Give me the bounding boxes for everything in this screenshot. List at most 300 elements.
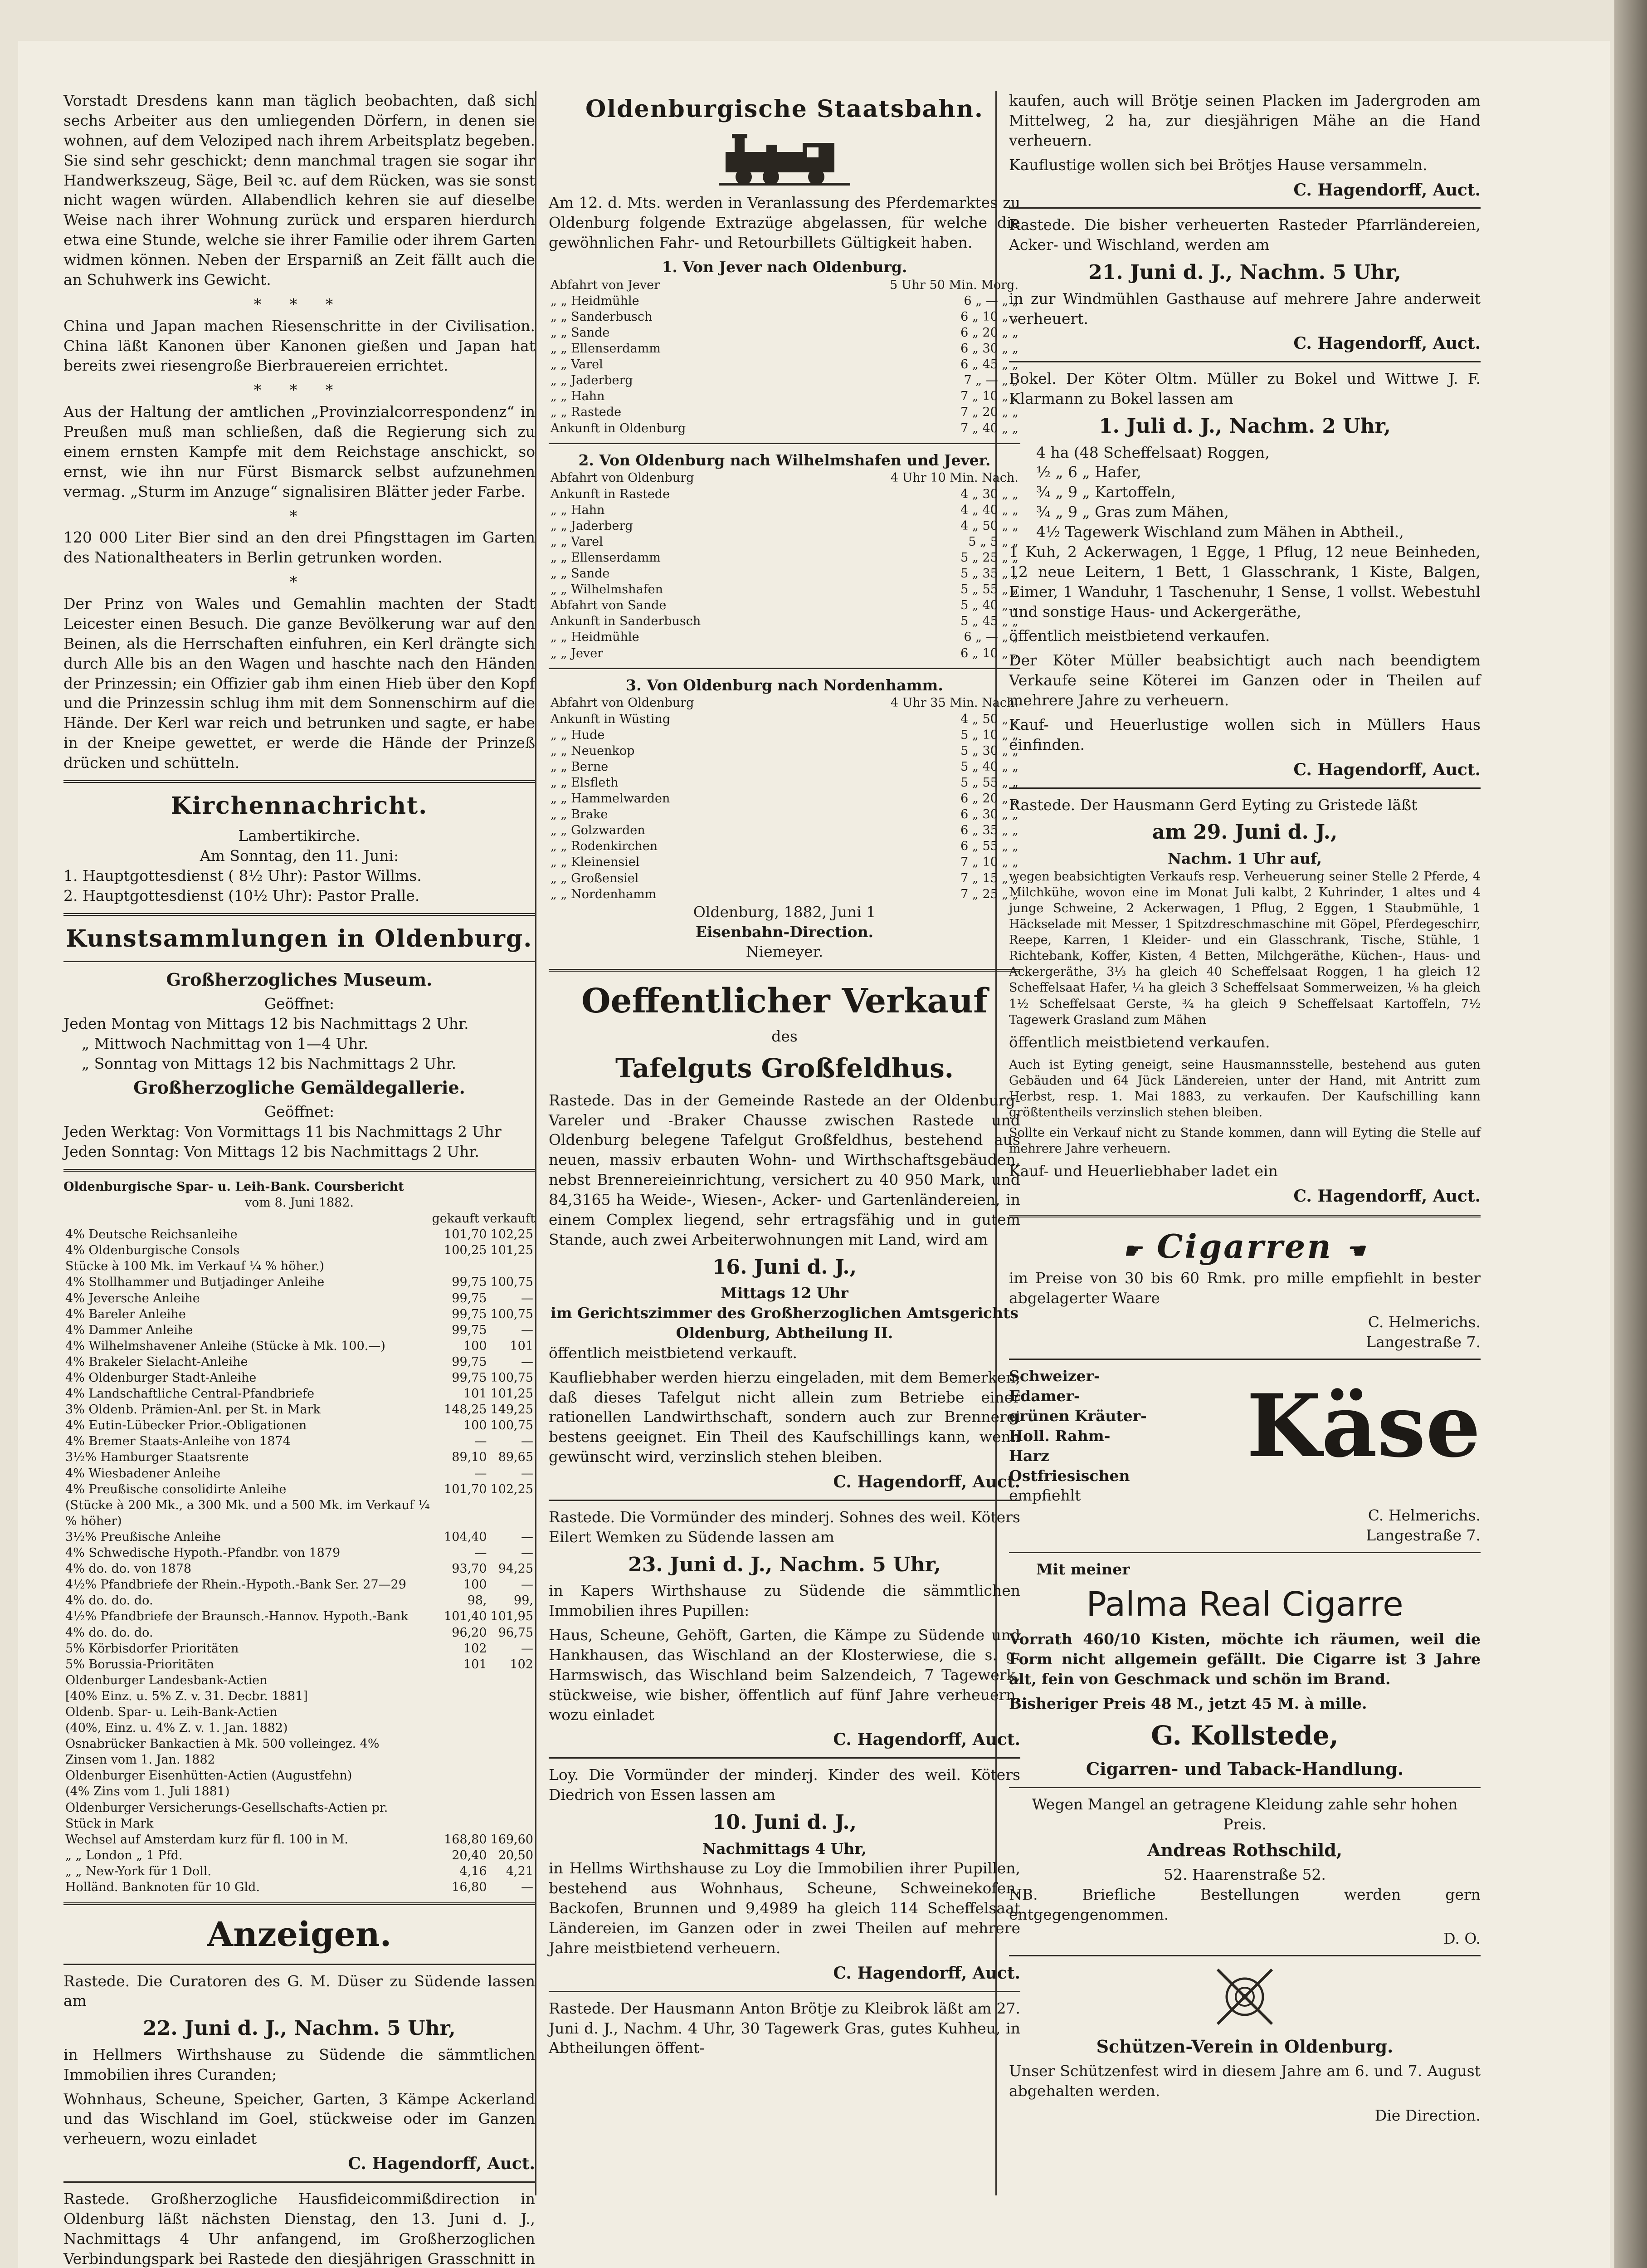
ad-broetje-signature: C. Hagendorff, Auct. — [1293, 180, 1481, 200]
table-cell-label: „ „ Sanderbusch — [551, 309, 653, 324]
divider — [63, 1169, 535, 1172]
divider — [1009, 1787, 1481, 1788]
table-cell-value: 7 „ 10 „ „ — [960, 855, 1018, 870]
timetable-row — [549, 293, 1020, 309]
ad-pfarr-date: 21. Juni d. J., Nachm. 5 Uhr, — [1088, 261, 1401, 284]
timetable-row — [549, 629, 1020, 645]
timetable-row — [549, 645, 1020, 661]
kaese-title: Käse — [1246, 1375, 1481, 1476]
table-cell-label: „ „ Wilhelmshafen — [551, 582, 663, 597]
ad-bokel-list — [1009, 443, 1481, 542]
church-name: Lambertikirche. — [238, 827, 361, 845]
bank-row — [63, 1418, 535, 1433]
table-cell-label: „ „ Großensiel — [551, 871, 639, 885]
ad-bokel-signature: C. Hagendorff, Auct. — [1293, 760, 1481, 779]
public-sale-title: Oeffentlicher Verkauf — [581, 982, 988, 1021]
public-sale-date: 16. Juni d. J., — [712, 1255, 857, 1279]
table-cell-value: 94,25 — [498, 1562, 533, 1576]
bank-row — [63, 1720, 535, 1736]
table-cell-value — [442, 1704, 488, 1720]
table-cell-label: Abfahrt von Jever — [551, 278, 660, 292]
timetable-row — [549, 695, 1020, 711]
table-cell-value: — — [521, 1546, 533, 1560]
bank-row — [63, 1258, 535, 1274]
bank-row — [63, 1386, 535, 1402]
public-sale-subtitle: Tafelguts Großfeldhus. — [615, 1052, 954, 1084]
bank-row — [63, 1497, 535, 1529]
table-cell-label: 4% Dammer Anleihe — [65, 1323, 193, 1337]
timetable-row — [549, 759, 1020, 775]
list-item: ¾ „ 9 „ Gras zum Mähen, — [1036, 503, 1229, 521]
table-cell-value — [489, 1720, 535, 1736]
table-cell-label: 4% do. do. von 1878 — [65, 1562, 192, 1576]
table-cell-value: 7 „ 25 „ „ — [960, 887, 1018, 901]
table-cell-label: 5% Körbisdorfer Prioritäten — [65, 1641, 239, 1656]
table-cell-label: „ „ Ellenserdamm — [551, 342, 661, 356]
table-cell-value — [489, 1816, 535, 1832]
list-item: 4 ha (48 Scheffelsaat) Roggen, — [1036, 443, 1270, 461]
table-cell-value: 7 „ 40 „ „ — [960, 421, 1018, 435]
divider — [63, 2181, 535, 2183]
public-sale-text-2: öffentlich meistbietend verkauft. — [549, 1344, 797, 1362]
table-cell-value: 99,75 — [452, 1275, 487, 1290]
kollstede-sub: Cigarren- und Taback-Handlung. — [1086, 1758, 1404, 1779]
table-cell-value: 6 „ 10 „ „ — [960, 309, 1018, 324]
timetable-row — [549, 277, 1020, 293]
table-cell-value: 100,75 — [490, 1371, 533, 1385]
article-velociped: Vorstadt Dresdens kann man täglich beobachten, daß sich sechs Arbeiter aus den umliegenden Dörfern, in denen sie wohnen, auf dem Veloziped nach ihrem Arbeitsplatz begeben. Sie sind sehr geschickt; denn manchmal tragen sie sogar ihr Handwerkszeug, Säge, Beil ꝛc. auf dem Rücken, was sie sonst nicht wagen würden. Allabendlich kehren sie auf dieselbe Weise nach ihrer Wohnung zurück und ersparen hierdurch etwa eine Stunde, welche sie ihrer Familie oder ihrem Garten widmen können. Neben der Ersparniß an Zeit fällt auch die an Schuhwerk ins Gewicht. — [63, 92, 535, 288]
bank-row — [63, 1736, 535, 1752]
timetable-row — [549, 711, 1020, 727]
divider — [63, 1964, 535, 1965]
table-cell-label: 4% Preußische consolidirte Anleihe — [65, 1482, 287, 1496]
table-cell-value: — — [521, 1530, 533, 1544]
table-cell-label: „ „ Varel — [551, 534, 603, 549]
divider — [549, 969, 1020, 972]
column-2 — [549, 91, 1020, 2063]
ad-wemken-intro: Rastede. Die Vormünder des minderj. Sohnes des weil. Köters Eilert Wemken zu Südende lassen am — [549, 1508, 1020, 1546]
table-cell-label: „ „ Brake — [551, 807, 608, 822]
table-cell-value: 5 „ 5 „ „ — [968, 534, 1018, 549]
table-cell-value: — — [521, 1880, 533, 1894]
separator-star: * — [289, 507, 309, 525]
table-cell-value: — — [474, 1466, 487, 1481]
palma-title: Palma Real Cigarre — [1086, 1584, 1403, 1624]
table-cell-value: 99,75 — [452, 1371, 487, 1385]
table-cell-label: 4% Oldenburger Stadt-Anleihe — [65, 1371, 257, 1385]
table-cell-label: „ „ Rastede — [551, 405, 622, 420]
table-cell-label: Oldenburger Eisenhütten-Actien (Augustfehn) — [65, 1769, 352, 1783]
ad-pfarr-signature: C. Hagendorff, Auct. — [1293, 334, 1481, 353]
separator-stars: * * * — [253, 381, 345, 399]
bank-row — [63, 1848, 535, 1863]
bank-row — [63, 1688, 535, 1704]
table-cell-label: „ „ Hammelwarden — [551, 792, 670, 806]
divider — [1009, 1359, 1481, 1360]
timetable-row — [549, 566, 1020, 582]
railway-title: Oldenburgische Staatsbahn. — [585, 95, 984, 123]
table-cell-value: 4 Uhr 35 Min. Nach. — [891, 696, 1018, 710]
table-cell-value: 99,75 — [452, 1307, 487, 1321]
cigarren-banner — [1009, 1225, 1481, 1268]
table-cell-value: 100,75 — [490, 1275, 533, 1290]
table-cell-value: 169,60 — [490, 1832, 533, 1847]
table-cell-value: 6 „ 10 „ „ — [960, 646, 1018, 660]
article-prinz-wales: Der Prinz von Wales und Gemahlin machten der Stadt Leicester einen Besuch. Die ganze Bevölkerung war auf den Beinen, als die Herrschaften einfuhren, ein Kerl drängte sich durch Alle bis an den Wagen und haschte nach den Händen der Prinzessin; ein Offizier gab ihm einen Hieb über den Kopf und die Prinzessin schlug ihm mit dem Sonnenschirm auf die Hände. Der Kerl war reich und betrunken und sagte, er habe in der Kneipe gewettet, er werde die Hände der Prinzeß drücken und schütteln. — [63, 595, 535, 772]
timetable-row — [549, 341, 1020, 357]
table-cell-value — [442, 1258, 488, 1274]
table-cell-value: 102 — [510, 1657, 533, 1672]
ad-eyting-text-3: Sollte ein Verkauf nicht zu Stande kommen, dann will Eyting die Stelle auf mehrere Jahre verheuern. — [1009, 1125, 1481, 1156]
table-cell-label: 4% Brakeler Sielacht-Anleihe — [65, 1354, 248, 1369]
shooting-club-sig: Die Direction. — [1374, 2106, 1481, 2124]
table-cell-value: 101,25 — [490, 1243, 533, 1258]
table-cell-label: 4% Wiesbadener Anleihe — [65, 1466, 221, 1481]
divider — [1009, 1215, 1481, 1217]
table-cell-value: — — [521, 1578, 533, 1592]
separator-stars: * * * — [253, 295, 345, 313]
table-cell-label: 4% Schwedische Hypoth.-Pfandbr. von 1879 — [65, 1546, 341, 1560]
bank-row — [63, 1768, 535, 1784]
list-item: ½ „ 6 „ Hafer, — [1036, 463, 1141, 481]
bank-report-title: Oldenburgische Spar- u. Leih-Bank. Coursbericht — [63, 1179, 404, 1194]
table-cell-value: 7 „ 20 „ „ — [960, 405, 1018, 420]
table-cell-label: Oldenburger Versicherungs-Gesellschafts-Actien pr. — [65, 1800, 388, 1815]
table-cell-value: 5 „ 55 „ „ — [960, 582, 1018, 597]
table-cell-value — [489, 1704, 535, 1720]
ad-essen-text: in Hellms Wirthshause zu Loy die Immobilien ihrer Pupillen, bestehend aus Wohnhaus, Scheune, Schweinekofen, Backofen, Brunnen und 9,4989 ha gleich 114 Scheffelsaat Ländereien, im Ganzen oder in zwei Theilen auf mehrere Jahre meistbietend verheuern. — [549, 1859, 1020, 1957]
table-cell-value: 6 „ 55 „ „ — [960, 839, 1018, 854]
bank-row — [63, 1370, 535, 1386]
table-cell-label: Ankunft in Rastede — [551, 487, 670, 501]
table-cell-label: „ „ Jaderberg — [551, 373, 633, 388]
table-cell-value: — — [521, 1434, 533, 1449]
table-cell-value — [489, 1497, 535, 1529]
pointing-hand-left-icon: ☚ — [1345, 1238, 1367, 1263]
gallery-open-label: Geöffnet: — [264, 1103, 335, 1121]
table-cell-value: 6 „ 30 „ „ — [960, 807, 1018, 822]
rothschild-name: Andreas Rothschild, — [1147, 1840, 1343, 1861]
divider — [1009, 1955, 1481, 1956]
table-cell-label: „ „ London „ 1 Pfd. — [65, 1848, 183, 1862]
table-cell-value — [442, 1816, 488, 1832]
bank-row — [63, 1561, 535, 1577]
church-news-title: Kirchennachricht. — [171, 792, 428, 820]
bank-row — [63, 1800, 535, 1816]
table-cell-value: 4,21 — [506, 1864, 533, 1878]
ad-essen-signature: C. Hagendorff, Auct. — [833, 1963, 1020, 1983]
timetable-row — [549, 470, 1020, 486]
timetable-row — [549, 420, 1020, 436]
railway-date: Oldenburg, 1882, Juni 1 — [693, 903, 876, 921]
bank-row — [63, 1242, 535, 1258]
ad-essen-time: Nachmittags 4 Uhr, — [702, 1839, 867, 1857]
bank-row — [63, 1449, 535, 1465]
railway-intro: Am 12. d. Mts. werden in Veranlassung des Pferdemarktes zu Oldenburg folgende Extrazüge abgelassen, für welche die gewöhnlichen Fahr- und Retourbillets Gültigkeit haben. — [549, 194, 1020, 251]
museum-open-label: Geöffnet: — [264, 995, 335, 1013]
divider — [1009, 207, 1481, 209]
ad-essen-date: 10. Juni d. J., — [712, 1811, 857, 1834]
timetable-row — [549, 791, 1020, 807]
table-cell-value — [489, 1672, 535, 1688]
table-cell-value: 99,75 — [452, 1354, 487, 1369]
table-cell-value: 89,10 — [452, 1450, 487, 1465]
ad-pfarr-place: in zur Windmühlen Gasthause auf mehrere Jahre anderweit verheuert. — [1009, 289, 1481, 327]
table-cell-value: — — [521, 1354, 533, 1369]
table-cell-label: Abfahrt von Sande — [551, 598, 667, 613]
ad-grasschnitt: Rastede. Großherzogliche Hausfideicommißdirection in Oldenburg läßt nächsten Dienstag, den 13. Juni d. J., Nachmittags 4 Uhr anfangend, im Großherzoglichen Verbindungspark bei Rastede den diesjährigen Grasschnitt in — [63, 2190, 535, 2268]
ad-wemken-items: Haus, Scheune, Gehöft, Garten, die Kämpe zu Südende und Hankhausen, das Wischland an der Klosterwiese, die s. g. Harmswisch, das Wischland beim Salzendeich, 7 Tagewerk, stückweise, wie bisher, öffentlich auf fünf Jahre verheuern, wozu einladet — [549, 1626, 1020, 1724]
timetable-row — [549, 388, 1020, 404]
table-cell-label: 4% do. do. do. — [65, 1593, 153, 1608]
table-cell-label: Oldenb. Spar- u. Leih-Bank-Actien — [65, 1705, 278, 1719]
rothschild-text: Wegen Mangel an getragene Kleidung zahle sehr hohen Preis. — [1032, 1795, 1458, 1833]
bank-row — [63, 1879, 535, 1895]
timetable-row — [549, 613, 1020, 629]
table-cell-value: 5 Uhr 50 Min. Morg. — [890, 278, 1018, 292]
timetable-row — [549, 486, 1020, 502]
table-cell-label: 3½% Preußische Anleihe — [65, 1530, 221, 1544]
divider — [63, 913, 535, 916]
list-item: Edamer- — [1009, 1387, 1080, 1405]
table-cell-label: Abfahrt von Oldenburg — [551, 696, 694, 710]
table-cell-value: 20,40 — [452, 1848, 487, 1862]
table-cell-label: „ „ Jaderberg — [551, 518, 633, 533]
public-sale-text: Rastede. Das in der Gemeinde Rastede an der Oldenburg-Vareler und -Braker Chausse zwischen Rastede und Oldenburg belegene Tafelgut Großfeldhus, bestehend aus neuen, massiv erbauten Wohn- und Wirthschaftsgebäuden, nebst Brennereieinrichtung, versichert zu 40 950 Mark, und 84,3165 ha Weide-, Wiesen-, Acker- und Gartenländereien, in einem Complex liegend, sehr ertragsfähig und in gutem Stande, auch zwei Arbeiterwohnungen mit Land, wird am — [549, 1091, 1020, 1248]
table-cell-label: (Stücke à 200 Mk., a 300 Mk. und a 500 Mk. im Verkauf ¼ % höher) — [65, 1498, 430, 1528]
cigarren-text: im Preise von 30 bis 60 Rmk. pro mille empfiehlt in bester abgelagerter Waare — [1009, 1269, 1481, 1307]
church-service-1: 1. Hauptgottesdienst ( 8½ Uhr): Pastor Willms. — [63, 866, 422, 885]
table-cell-value — [489, 1768, 535, 1784]
cigarren-address: Langestraße 7. — [1366, 1333, 1481, 1351]
table-cell-value: 168,80 — [444, 1832, 487, 1847]
public-sale-signature: C. Hagendorff, Auct. — [833, 1472, 1020, 1492]
divider — [549, 443, 1020, 444]
church-date: Am Sonntag, den 11. Juni: — [200, 846, 399, 865]
table-cell-label: „ „ Varel — [551, 357, 603, 372]
table-cell-value: 100 — [463, 1339, 487, 1353]
bank-row — [63, 1752, 535, 1768]
ad-dueser-date: 22. Juni d. J., Nachm. 5 Uhr, — [143, 2017, 456, 2040]
timetable-row — [549, 597, 1020, 613]
table-cell-label: 3½% Hamburger Staatsrente — [65, 1450, 249, 1465]
table-cell-value: 101 — [463, 1387, 487, 1401]
table-cell-value: 100 — [463, 1578, 487, 1592]
table-cell-value — [489, 1736, 535, 1752]
table-cell-value: 104,40 — [444, 1530, 487, 1544]
table-cell-label: [40% Einz. u. 5% Z. v. 31. Decbr. 1881] — [65, 1689, 308, 1703]
table-cell-label: Ankunft in Wüsting — [551, 712, 671, 726]
list-item: Ostfriesischen — [1009, 1466, 1130, 1485]
kaese-empfiehlt: empfiehlt — [1009, 1486, 1081, 1505]
table-cell-label: 4% Deutsche Reichsanleihe — [65, 1227, 238, 1242]
divider — [63, 1902, 535, 1905]
table-cell-value — [442, 1736, 488, 1752]
timetable-row — [549, 838, 1020, 854]
museum-hours-1: Jeden Montag von Mittags 12 bis Nachmittags 2 Uhr. — [63, 1015, 469, 1033]
cigarren-title: Cigarren — [1157, 1227, 1333, 1266]
table-cell-label: (40%, Einz. u. 4% Z. v. 1. Jan. 1882) — [65, 1721, 288, 1735]
article-china-japan: China und Japan machen Riesenschritte in der Civilisation. China läßt Kanonen über Kanonen gießen und Japan hat bereits zwei riesengroße Bierbrauereien errichtet. — [63, 317, 535, 375]
bank-row — [63, 1641, 535, 1657]
ad-bokel-text-3: Kauf- und Heuerlustige wollen sich in Müllers Haus einfinden. — [1009, 715, 1481, 753]
table-cell-label: „ „ Hude — [551, 728, 605, 742]
table-cell-label: 4½% Pfandbriefe der Braunsch.-Hannov. Hypoth.-Bank — [65, 1609, 409, 1624]
binding-gutter — [1614, 0, 1647, 2268]
ad-dueser-signature: C. Hagendorff, Auct. — [348, 2154, 535, 2174]
table-cell-value — [442, 1720, 488, 1736]
table-cell-label: „ „ Jever — [551, 646, 604, 660]
kaese-list — [1009, 1366, 1159, 1486]
ad-broetje: Rastede. Der Hausmann Anton Brötje zu Kleibrok läßt am 27. Juni d. J., Nachm. 4 Uhr, 30 Tagewerk Gras, gutes Kuhheu, in Abtheilungen öffent- — [549, 1999, 1020, 2057]
timetable-row — [549, 775, 1020, 791]
ad-pfarr-intro: Rastede. Die bisher verheuerten Rasteder Pfarrländereien, Acker- und Wischland, werden am — [1009, 216, 1481, 254]
kaese-seller: C. Helmerichs. — [1368, 1506, 1481, 1525]
table-cell-value: 101,70 — [444, 1227, 487, 1242]
table-cell-value: — — [474, 1546, 487, 1560]
museum-hours-2: „ Mittwoch Nachmittag von 1—4 Uhr. — [82, 1034, 369, 1052]
table-cell-value: 102,25 — [490, 1482, 533, 1496]
bank-row — [63, 1625, 535, 1641]
table-cell-label: Ankunft in Sanderbusch — [551, 614, 701, 629]
bank-row — [63, 1593, 535, 1608]
table-cell-value: 6 „ 35 „ „ — [960, 823, 1018, 838]
table-cell-value: 6 „ 45 „ „ — [960, 357, 1018, 372]
timetable-row — [549, 822, 1020, 838]
table-cell-value: 101 — [510, 1339, 533, 1353]
table-cell-value: 93,70 — [452, 1562, 487, 1576]
table-cell-value — [442, 1800, 488, 1816]
bank-row — [63, 1274, 535, 1290]
ad-dueser-place: in Hellmers Wirthshause zu Südende die sämmtlichen Immobilien ihres Curanden; — [63, 2045, 535, 2083]
table-cell-value: 99,75 — [452, 1291, 487, 1305]
table-cell-value: 101 — [463, 1657, 487, 1672]
table-cell-label: Zinsen vom 1. Jan. 1882 — [65, 1753, 215, 1767]
table-cell-label: 4% Stollhammer und Butjadinger Anleihe — [65, 1275, 325, 1290]
table-cell-label: „ „ Neuenkop — [551, 743, 635, 758]
timetable-row — [549, 807, 1020, 822]
table-cell-value: 101,70 — [444, 1482, 487, 1496]
rothschild-sig: D. O. — [1443, 1930, 1481, 1948]
timetable-row — [549, 404, 1020, 420]
route-2-table — [549, 470, 1020, 661]
list-item: Schweizer- — [1009, 1367, 1100, 1385]
column-rule — [535, 91, 536, 2195]
ad-eyting-intro: Rastede. Der Hausmann Gerd Eyting zu Gristede läßt — [1009, 796, 1418, 814]
divider — [549, 1991, 1020, 1992]
table-cell-label: 4% Jeversche Anleihe — [65, 1291, 200, 1305]
bank-row — [63, 1816, 535, 1832]
church-service-2: 2. Hauptgottesdienst (10½ Uhr): Pastor Pralle. — [63, 886, 420, 904]
table-cell-value: 6 „ — „ „ — [964, 293, 1018, 308]
table-cell-label: 4% do. do. do. — [65, 1625, 153, 1640]
table-cell-value: 5 „ 55 „ „ — [960, 775, 1018, 790]
kaese-ad — [1009, 1366, 1481, 1486]
table-cell-label: „ „ Rodenkirchen — [551, 839, 658, 854]
bank-row — [63, 1863, 535, 1879]
table-cell-label: „ „ Hahn — [551, 389, 605, 404]
railway-signature: Eisenbahn-Direction. — [695, 923, 874, 941]
table-cell-value: 20,50 — [498, 1848, 533, 1862]
table-cell-value: 5 „ 25 „ „ — [960, 550, 1018, 565]
table-cell-label: 4% Bremer Staats-Anleihe von 1874 — [65, 1434, 291, 1449]
ad-eyting-time: Nachm. 1 Uhr auf, — [1168, 849, 1322, 867]
table-cell-value — [489, 1784, 535, 1799]
table-cell-value: — — [521, 1323, 533, 1337]
palma-price: Bisheriger Preis 48 M., jetzt 45 M. à mille. — [1009, 1694, 1367, 1712]
railway-signature-name: Niemeyer. — [746, 943, 824, 961]
art-collections-title: Kunstsammlungen in Oldenburg. — [66, 924, 533, 953]
table-cell-value: 100,25 — [444, 1243, 487, 1258]
ad-eyting-items: wegen beabsichtigten Verkaufs resp. Verheuerung seiner Stelle 2 Pferde, 4 Milchkühe, wovon eine im Monat Juli kalbt, 2 Kuhrinder, 1 altes und 4 junge Schweine, 2 Ackerwagen, 1 Pflug, 2 Eggen, 1 Staubmühle, 1 Häckselade mit Messer, 1 Spitzdreschmaschine mit Göpel, Pferdegeschirr, Reepe, Karren, 1 Kleider- und ein Glasschrank, Tische, Stühle, 1 Richtebank, Koffer, Kisten, 4 Betten, Milchgeräthe, Küchen-, Haus- und Ackergeräthe, 3⅓ ha gleich 40 Scheffelsaat Roggen, 1 ha gleich 12 Scheffelsaat Hafer, ¼ ha gleich 3 Scheffelsaat Sommerweizen, ⅛ ha gleich 1½ Scheffelsaat Gerste, ¾ ha gleich 9 Scheffelsaat Kartoffeln, 7½ Tagewerk Grasland zum Mähen — [1009, 869, 1481, 1027]
table-cell-label: Abfahrt von Oldenburg — [551, 471, 694, 485]
shooting-club-text: Unser Schützenfest wird in diesem Jahre am 6. und 7. August abgehalten werden. — [1009, 2062, 1481, 2100]
timetable-row — [549, 357, 1020, 372]
table-cell-value: 102 — [463, 1641, 487, 1656]
bank-row — [63, 1577, 535, 1593]
table-cell-value: 6 „ — „ „ — [964, 630, 1018, 645]
table-cell-value — [442, 1672, 488, 1688]
bank-row — [63, 1354, 535, 1370]
table-cell-label: „ „ Hahn — [551, 503, 605, 517]
ad-dueser-intro: Rastede. Die Curatoren des G. M. Düser zu Südende lassen am — [63, 1972, 535, 2010]
table-cell-value: 96,20 — [452, 1625, 487, 1640]
route-2-title: 2. Von Oldenburg nach Wilhelmshafen und Jever. — [578, 451, 991, 469]
ad-eyting-text-4: Kauf- und Heuerliebhaber ladet ein — [1009, 1162, 1278, 1180]
table-cell-value: 4 „ 30 „ „ — [960, 487, 1018, 501]
table-cell-value — [442, 1752, 488, 1768]
table-cell-label: „ „ Berne — [551, 759, 609, 774]
table-cell-value: 4 „ 50 „ „ — [960, 712, 1018, 726]
shooting-club-title: Schützen-Verein in Oldenburg. — [1096, 2036, 1394, 2057]
table-cell-label: 3% Oldenb. Prämien-Anl. per St. in Mark — [65, 1403, 321, 1417]
table-cell-value: 101,95 — [490, 1609, 533, 1624]
divider — [549, 1500, 1020, 1501]
table-cell-value: 149,25 — [490, 1403, 533, 1417]
table-cell-label: 4½% Pfandbriefe der Rhein.-Hypoth.-Bank Ser. 27—29 — [65, 1578, 406, 1592]
public-sale-text-3: Kaufliebhaber werden hierzu eingeladen, mit dem Bemerken, daß dieses Tafelgut nicht allein zum Betriebe einer rationellen Landwirthschaft, sondern auch zur Brennerei bestens geeignet. Ein Theil des Kaufschillings kann, wenn gewünscht wird, verzinslich stehen bleiben. — [549, 1368, 1020, 1466]
bank-row — [63, 1227, 535, 1242]
table-cell-value: 7 „ 10 „ „ — [960, 389, 1018, 404]
divider — [1009, 787, 1481, 789]
gallery-title: Großherzogliche Gemäldegallerie. — [133, 1077, 465, 1098]
timetable-row — [549, 518, 1020, 534]
timetable-row — [549, 502, 1020, 518]
public-sale-time: Mittags 12 Uhr — [721, 1284, 848, 1302]
table-cell-value: 101,40 — [444, 1609, 487, 1624]
ad-bokel-text-2: Der Köter Müller beabsichtigt auch nach beendigtem Verkaufe seine Köterei im Ganzen oder in Theilen auf mehrere Jahre zu verheuern. — [1009, 651, 1481, 709]
palma-text: Vorrath 460/10 Kisten, möchte ich räumen, weil die Form nicht allgemein gefällt. Die Cigarre ist 3 Jahre alt, fein von Geschmack und schön im Brand. — [1009, 1630, 1481, 1688]
list-item: grünen Kräuter- — [1009, 1407, 1147, 1425]
ad-eyting-signature: C. Hagendorff, Auct. — [1293, 1187, 1481, 1206]
table-cell-value: 99,75 — [452, 1323, 487, 1337]
table-cell-value: 5 „ 30 „ „ — [960, 743, 1018, 758]
museum-hours-3: „ Sonntag von Mittags 12 bis Nachmittags 2 Uhr. — [82, 1054, 457, 1072]
cigarren-seller: C. Helmerichs. — [1368, 1313, 1481, 1331]
table-cell-label: (4% Zins vom 1. Juli 1881) — [65, 1784, 230, 1799]
divider — [1009, 361, 1481, 362]
route-3-table — [549, 695, 1020, 902]
table-cell-label: Stück in Mark — [65, 1816, 154, 1831]
palma-pre: Mit meiner — [1036, 1560, 1130, 1579]
table-cell-value: 4 „ 50 „ „ — [960, 518, 1018, 533]
table-cell-value: 4,16 — [459, 1864, 487, 1878]
ad-eyting-text: öffentlich meistbietend verkaufen. — [1009, 1033, 1270, 1051]
table-cell-value: 96,75 — [498, 1625, 533, 1640]
public-sale-place: im Gerichtszimmer des Großherzoglichen Amtsgerichts Oldenburg, Abtheilung II. — [551, 1304, 1018, 1342]
table-cell-label: „ „ Heidmühle — [551, 293, 639, 308]
ad-wemken-date: 23. Juni d. J., Nachm. 5 Uhr, — [628, 1553, 941, 1576]
